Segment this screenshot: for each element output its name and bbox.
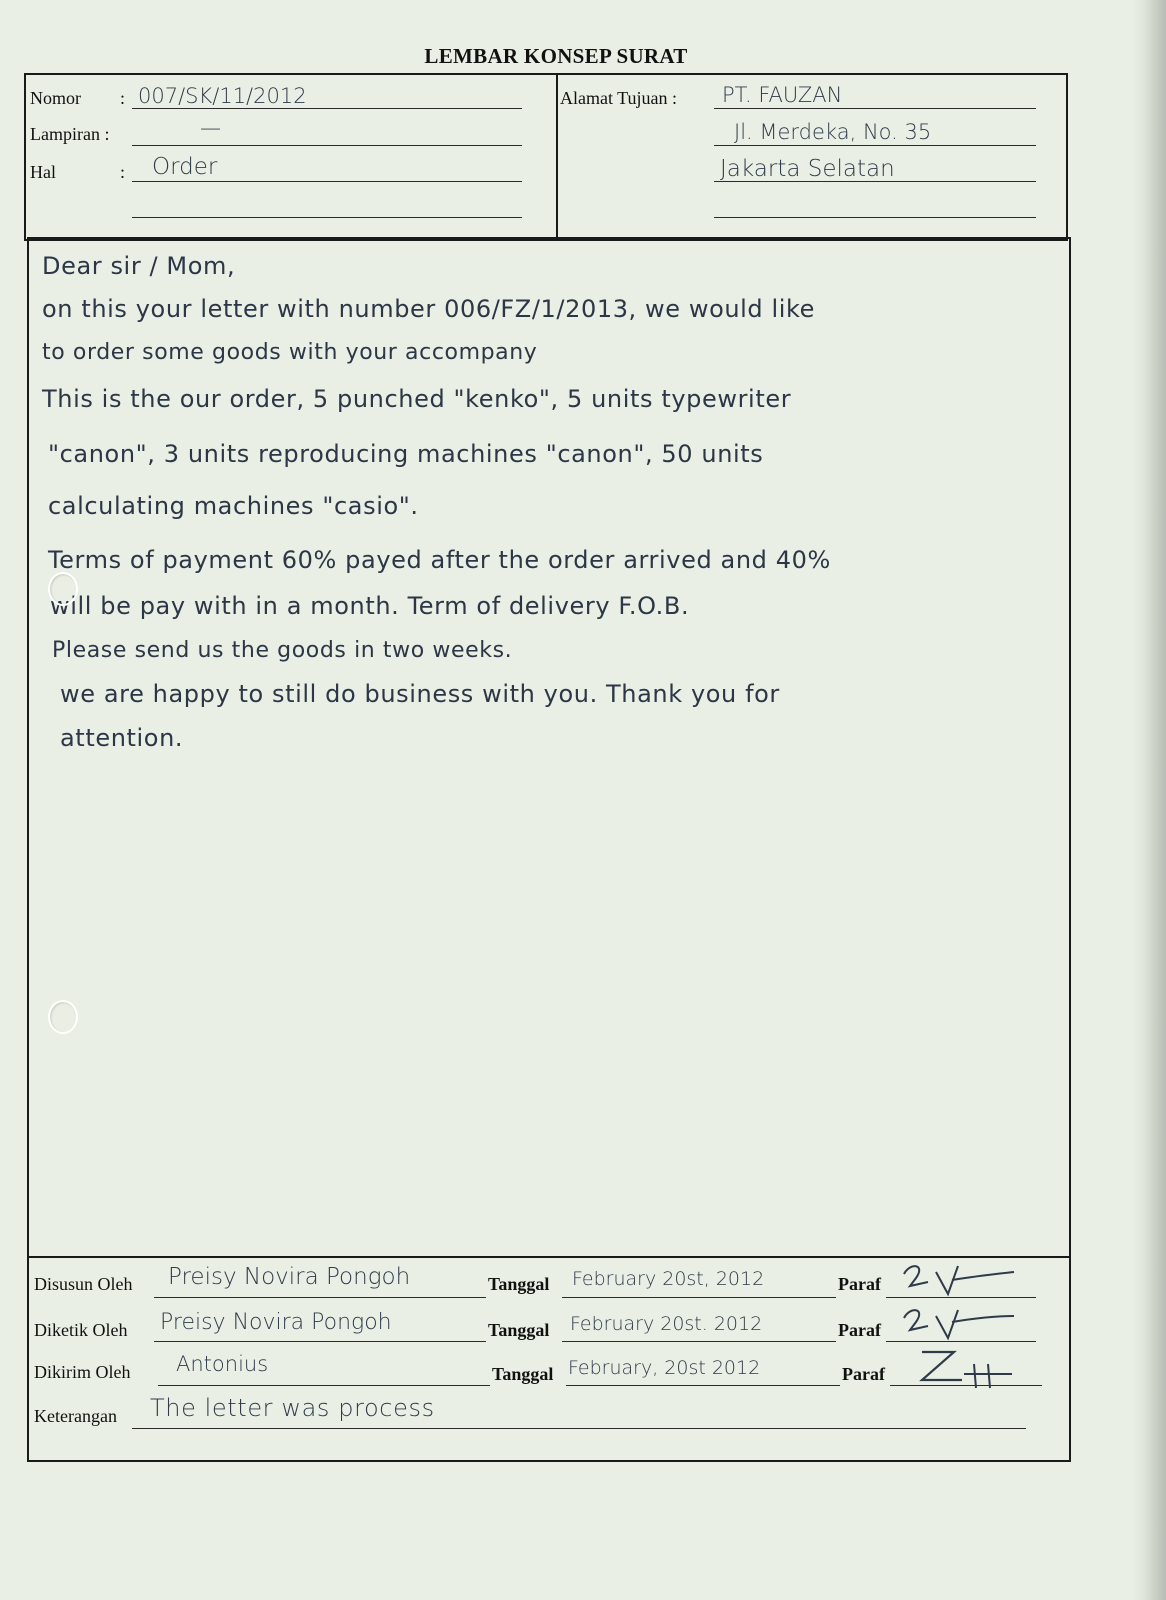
diketik-tanggal-value: February 20st. 2012 [570, 1313, 763, 1335]
keterangan-value: The letter was process [150, 1394, 435, 1422]
diketik-tanggal-label: Tanggal [488, 1320, 550, 1340]
letter-line-5: "canon", 3 units reproducing machines "canon", 50 units [48, 440, 764, 468]
alamat-line-1: PT. FAUZAN [722, 83, 843, 107]
alamat-line-3: Jakarta Selatan [720, 156, 895, 182]
disusun-paraf-label: Paraf [838, 1274, 881, 1294]
punch-hole-bottom [48, 1000, 78, 1034]
dikirim-tanggal-line [566, 1385, 840, 1386]
dikirim-label: Dikirim Oleh [34, 1362, 131, 1382]
disusun-label: Disusun Oleh [34, 1274, 133, 1294]
keterangan-line [132, 1428, 1026, 1429]
alamat-rule-2 [714, 145, 1036, 146]
dikirim-tanggal-value: February, 20st 2012 [568, 1357, 761, 1379]
disusun-tanggal-label: Tanggal [488, 1274, 550, 1294]
paraf-signature-2 [896, 1302, 1036, 1346]
letter-line-1: Dear sir / Mom, [42, 252, 236, 280]
letter-line-10: we are happy to still do business with you. Thank you for [60, 680, 780, 708]
diketik-paraf-label: Paraf [838, 1320, 881, 1340]
nomor-label: Nomor [30, 88, 81, 108]
hal-colon: : [120, 162, 126, 182]
header-divider [556, 75, 558, 239]
lampiran-line [132, 145, 522, 146]
letter-line-8: will be pay with in a month. Term of delivery F.O.B. [50, 592, 690, 620]
paraf-signature-1 [896, 1258, 1036, 1302]
diketik-value: Preisy Novira Pongoh [160, 1310, 392, 1335]
dikirim-value: Antonius [176, 1352, 269, 1376]
form-title: LEMBAR KONSEP SURAT [424, 44, 688, 68]
letter-line-11: attention. [60, 724, 184, 752]
letter-line-3: to order some goods with your accompany [42, 340, 538, 365]
alamat-rule-1 [714, 108, 1036, 109]
alamat-rule-4 [714, 217, 1036, 218]
letter-line-7: Terms of payment 60% payed after the order arrived and 40% [48, 546, 831, 574]
letter-line-4: This is the our order, 5 punched "kenko", 5 units typewriter [42, 385, 792, 413]
letter-line-6: calculating machines "casio". [48, 492, 419, 520]
alamat-line-2: Jl. Merdeka, No. 35 [734, 120, 932, 144]
dikirim-line [158, 1385, 490, 1386]
alamat-rule-3 [714, 181, 1036, 182]
dikirim-paraf-label: Paraf [842, 1364, 885, 1384]
hal-value: Order [152, 154, 218, 180]
paraf-signature-3 [904, 1346, 1024, 1390]
nomor-line [132, 108, 522, 109]
dikirim-tanggal-label: Tanggal [492, 1364, 554, 1384]
paper-edge [1132, 0, 1166, 1600]
alamat-label: Alamat Tujuan : [560, 88, 678, 108]
letter-line-9: Please send us the goods in two weeks. [52, 638, 513, 663]
keterangan-label: Keterangan [34, 1406, 117, 1426]
lampiran-label: Lampiran : [30, 124, 110, 144]
disusun-value: Preisy Novira Pongoh [168, 1264, 411, 1290]
hal-line [132, 181, 522, 182]
diketik-tanggal-line [562, 1341, 836, 1342]
disusun-tanggal-line [562, 1297, 836, 1298]
punch-hole-top [48, 572, 78, 606]
disusun-line [154, 1297, 486, 1298]
extra-line [132, 217, 522, 218]
diketik-line [154, 1341, 486, 1342]
disusun-tanggal-value: February 20st, 2012 [572, 1268, 765, 1290]
nomor-value: 007/SK/11/2012 [138, 84, 307, 108]
letter-line-2: on this your letter with number 006/FZ/1/2013, we would like [42, 295, 816, 323]
nomor-colon: : [120, 88, 126, 108]
hal-label: Hal [30, 162, 56, 182]
lampiran-value: — [200, 116, 221, 140]
diketik-label: Diketik Oleh [34, 1320, 128, 1340]
